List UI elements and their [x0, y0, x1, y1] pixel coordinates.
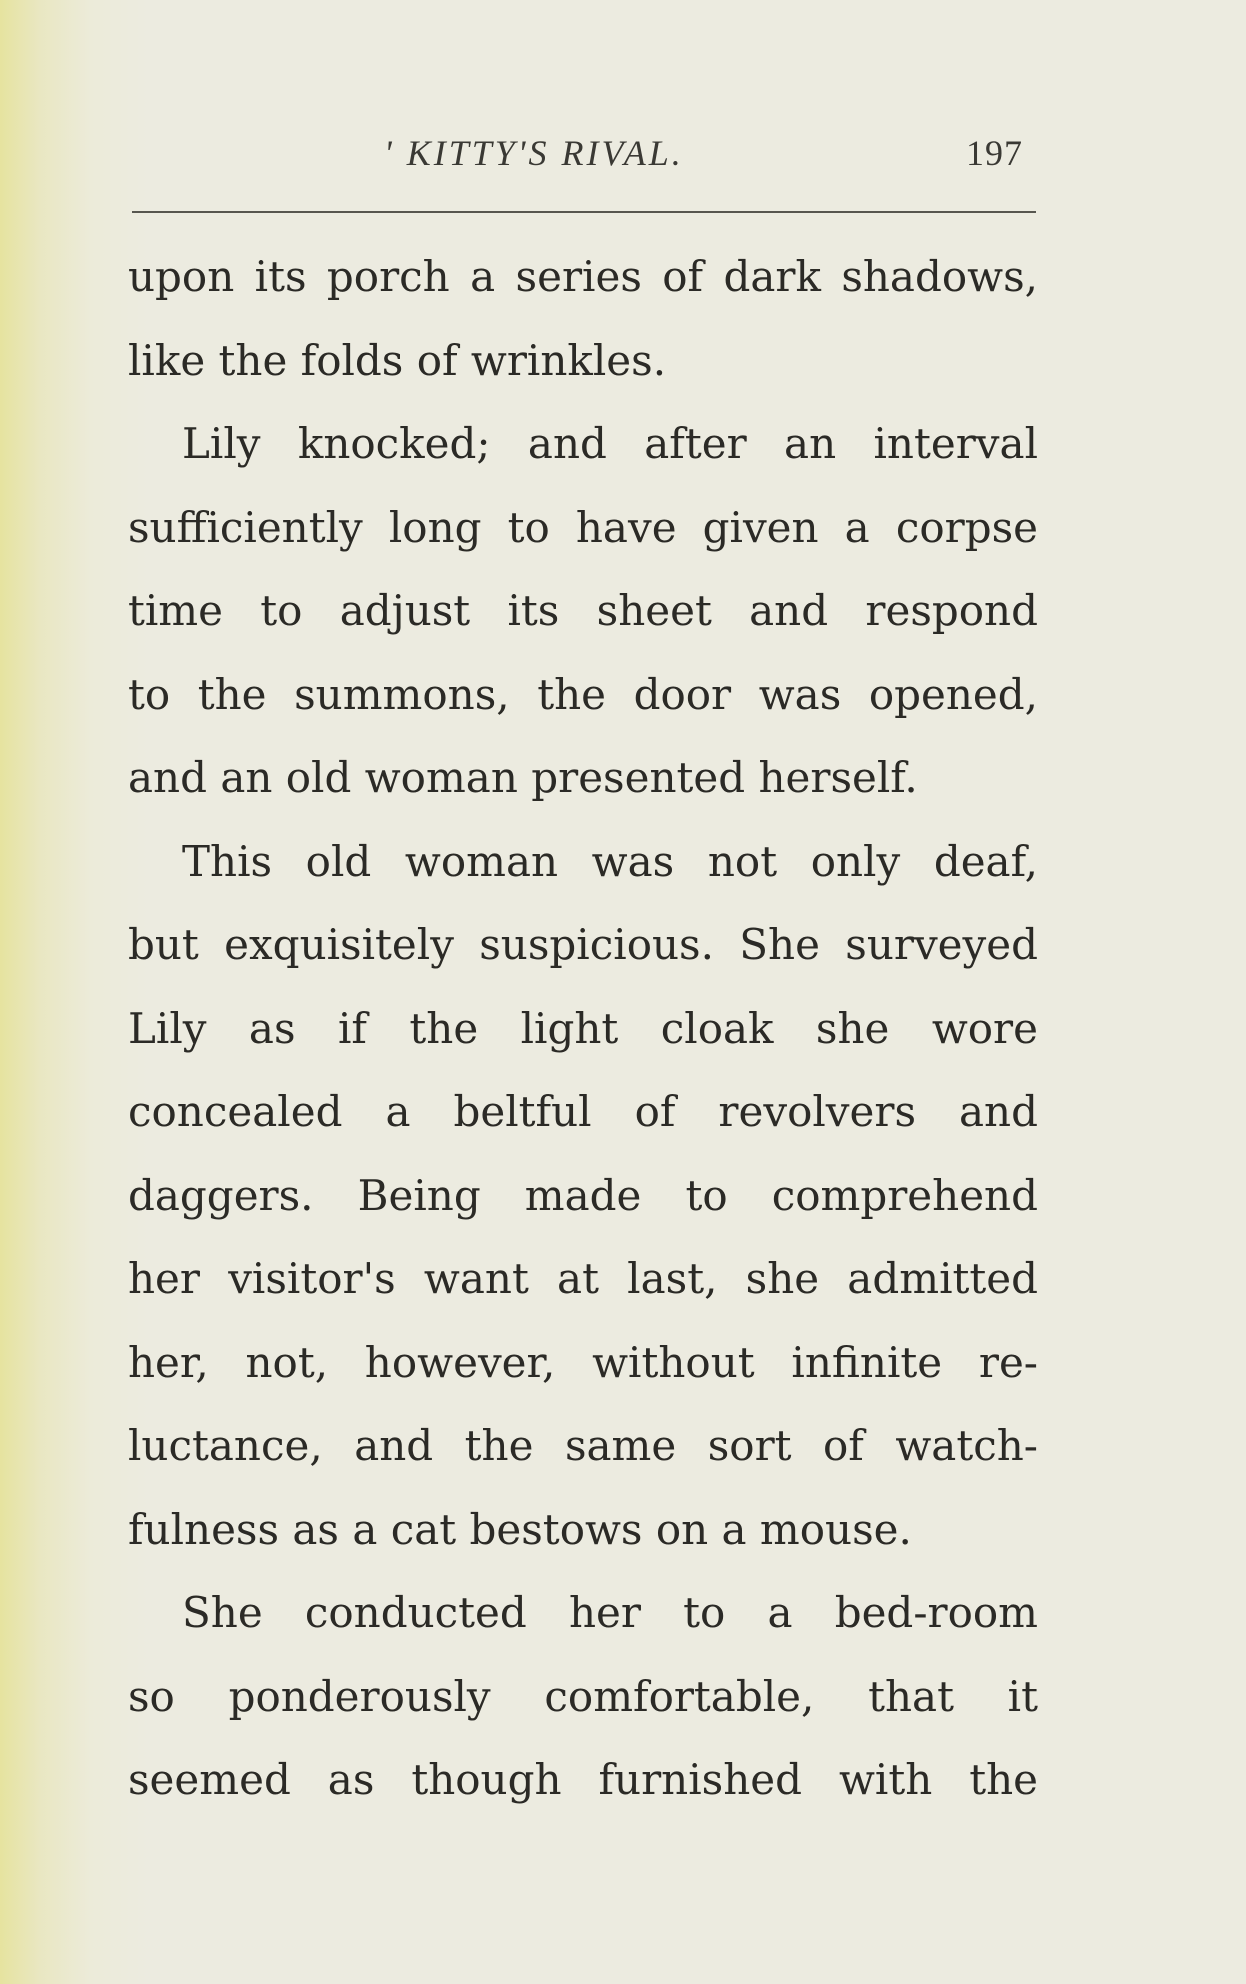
- text-line: so ponderously comfortable, that it: [128, 1671, 1038, 1721]
- text-line: sufficiently long to have given a corpse: [128, 502, 1038, 552]
- text-line: This old woman was not only deaf,: [182, 836, 1038, 886]
- text-line: seemed as though furnished with the: [128, 1755, 1038, 1804]
- text-line: concealed a beltful of revolvers and: [128, 1087, 1038, 1136]
- text-line: but exquisitely suspicious. She surveyed: [128, 920, 1038, 969]
- text-line: time to adjust its sheet and respond: [128, 586, 1038, 635]
- text-line: She conducted her to a bed-room: [182, 1588, 1038, 1637]
- text-line: to the summons, the door was opened,: [128, 669, 1038, 719]
- text-line: Lily as if the light cloak she wore: [128, 1003, 1038, 1053]
- body-text: [128, 244, 1038, 1831]
- page-number: 197: [966, 133, 1023, 173]
- text-line: her visitor's want at last, she admitted: [128, 1254, 1038, 1303]
- text-line: and an old woman presented herself.: [128, 753, 918, 802]
- text-line: like the folds of wrinkles.: [128, 335, 667, 385]
- text-line: her, not, however, without infinite re-: [128, 1337, 1038, 1387]
- text-line: fulness as a cat bestows on a mouse.: [128, 1504, 912, 1554]
- text-line: luctance, and the same sort of watch-: [128, 1421, 1038, 1470]
- header-rule: [132, 211, 1036, 213]
- text-line: daggers. Being made to comprehend: [128, 1170, 1038, 1220]
- running-head-title: ' KITTY'S RIVAL.: [384, 133, 684, 173]
- text-line: Lily knocked; and after an interval: [182, 419, 1038, 468]
- text-line: upon its porch a series of dark shadows,: [128, 252, 1038, 301]
- running-head: [0, 132, 1246, 182]
